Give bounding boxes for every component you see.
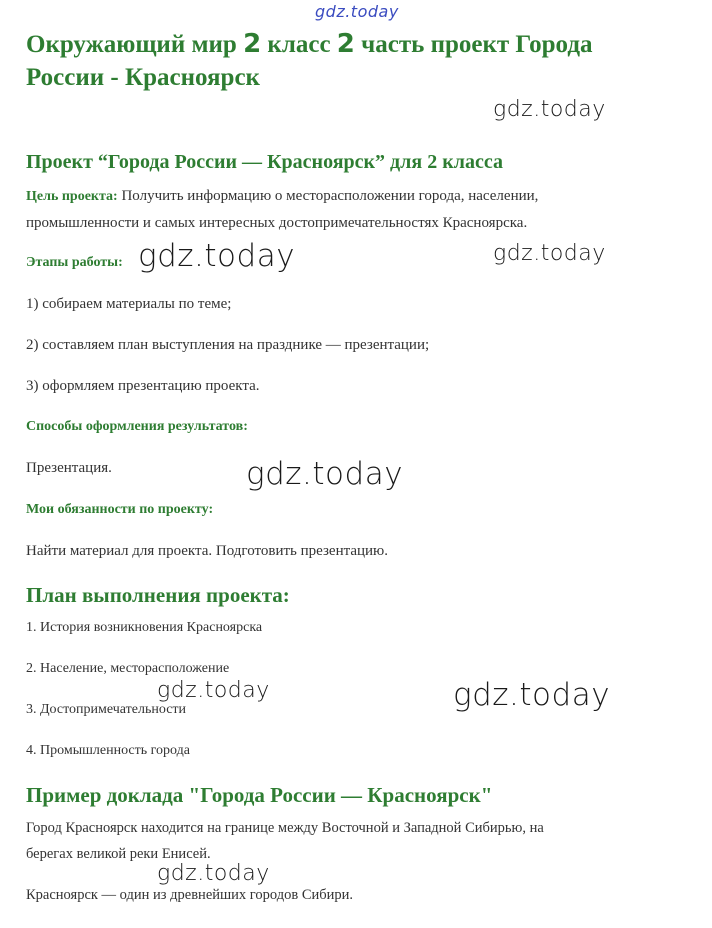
list-item: 4. Промышленность города	[26, 743, 190, 758]
watermark: gdz.today	[246, 456, 404, 492]
watermark: gdz.today	[493, 97, 606, 122]
methods-label: Способы оформления результатов:	[26, 419, 248, 434]
duties-text: Найти материал для проекта. Подготовить презентацию.	[26, 543, 389, 559]
duties-label: Мои обязанности по проекту:	[26, 502, 214, 517]
watermark: gdz.today	[493, 241, 606, 266]
goal-label: Цель проекта:	[26, 189, 118, 204]
list-item: 2) составляем план выступления на празднике — презентации;	[26, 337, 430, 353]
goal-paragraph: Цель проекта: Получить информацию о месторасположении города, населении, промышленности и самых интересных достопримечательностях Красноярска.	[26, 188, 539, 231]
project-heading: Проект “Города России — Красноярск” для 2 класса	[26, 151, 503, 173]
list-item: 1. История возникновения Красноярска	[26, 620, 263, 635]
watermark: gdz.today	[157, 861, 270, 886]
example-paragraph: Город Красноярск находится на границе между Восточной и Западной Сибирью, на берегах великой реки Енисей.	[26, 820, 544, 862]
list-item: 2. Население, месторасположение	[26, 661, 230, 676]
page-title: Окружающий мир 2 класс 2 часть проект Города России - Красноярск	[26, 29, 593, 91]
list-item: 3. Достопримечательности	[26, 702, 187, 717]
watermark-top: gdz.today	[315, 2, 399, 21]
list-item: 3) оформляем презентацию проекта.	[26, 378, 260, 394]
plan-heading: План выполнения проекта:	[26, 583, 290, 607]
example-heading: Пример доклада "Города России — Красноярск"	[26, 783, 493, 807]
example-paragraph-2: Красноярск — один из древнейших городов Сибири.	[26, 887, 354, 903]
methods-text: Презентация.	[26, 460, 112, 476]
list-item: 1) собираем материалы по теме;	[26, 296, 232, 312]
watermark: gdz.today	[157, 678, 270, 703]
watermark: gdz.today	[138, 238, 296, 274]
stages-label: Этапы работы:	[26, 255, 123, 270]
watermark: gdz.today	[453, 677, 611, 713]
